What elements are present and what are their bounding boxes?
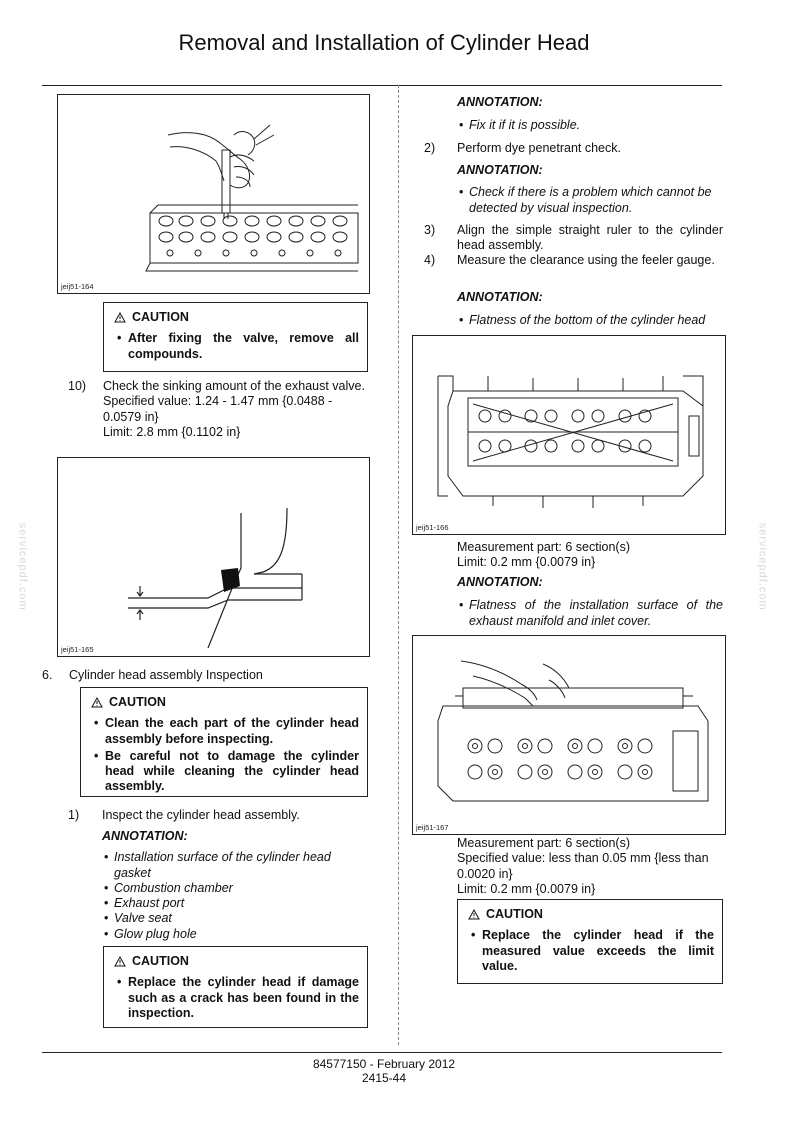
caution-item: • Be careful not to damage the cylinder head while cleaning the cylinder head assembly. [91,749,359,795]
step-text: Align the simple straight ruler to the cylinder head assembly. [457,223,723,253]
valve-fixing-illustration [58,95,369,293]
annotation-heading: ANNOTATION: [102,829,188,843]
annotation-block [457,163,723,216]
step-sinking-amount [63,379,368,440]
sub-step-measure [418,253,723,268]
annotation-item: • Fix it if it is possible. [457,118,723,133]
step-number: 2) [424,141,436,155]
valve-sinking-illustration [58,458,369,656]
annotation-list [457,118,723,133]
footer-document-id: 84577150 - February 2012 [312,1057,456,1071]
footer-page-number: 2415-44 [361,1071,407,1086]
sub-step-align-ruler [418,223,723,254]
column-divider [398,85,399,1045]
caution-list [468,928,714,974]
specified-value: Specified value: less than 0.05 mm {less than 0.0020 in} [457,851,709,881]
step-text: Inspect the cylinder head assembly. [102,808,300,822]
caution-box [457,899,723,984]
annotation-heading: ANNOTATION: [457,290,543,304]
warning-triangle-icon [468,909,480,920]
figure-manifold-flatness [412,635,726,835]
caution-label: CAUTION [132,310,189,324]
annotation-block [457,95,723,134]
annotation-item: • Glow plug hole [102,927,368,942]
figure-label: jeij51-165 [61,644,94,654]
caution-item: • Replace the cylinder head if damage such as a crack has been found in the inspection. [114,975,359,1021]
annotation-item: • Valve seat [102,911,368,926]
bottom-flatness-illustration [413,336,725,534]
step-number: 10) [68,379,87,393]
caution-list [114,975,359,1021]
caution-list [91,716,359,794]
annotation-item: • Check if there is a problem which cannot be detected by visual inspection. [457,185,723,216]
annotation-list [457,313,723,328]
annotation-heading: ANNOTATION: [457,163,543,177]
limit-value: Limit: 0.2 mm {0.0079 in} [457,555,596,570]
specified-value: Specified value: 1.24 - 1.47 mm {0.0488 - 0.0579 in} [103,394,333,424]
caution-box [80,687,368,797]
measurement-part: Measurement part: 6 section(s) [457,836,630,850]
caution-box [103,946,368,1028]
footer-rule [42,1052,722,1053]
figure-label: jeij51-164 [61,281,94,291]
caution-label: CAUTION [109,695,166,709]
step-text: Perform dye penetrant check. [457,141,621,155]
header-rule [42,85,722,86]
annotation-item: • Exhaust port [102,896,368,911]
sub-step-dye-check [418,141,723,156]
figure-label: jeij51-166 [416,522,449,532]
caution-item: • Replace the cylinder head if the measured value exceeds the limit value. [468,928,714,974]
measurement-part: Measurement part: 6 section(s) [457,540,630,554]
step-text: Check the sinking amount of the exhaust valve. [103,379,365,393]
annotation-item: • Flatness of the installation surface of the exhaust manifold and inlet cover. [457,598,723,629]
warning-triangle-icon [91,697,103,708]
annotation-list [102,850,368,942]
measurement-spec [457,540,723,571]
caution-item: • Clean the each part of the cylinder head assembly before inspecting. [91,716,359,747]
limit-value: Limit: 2.8 mm {0.1102 in} [103,424,241,439]
annotation-item: • Combustion chamber [102,881,368,896]
step-number: 6. [42,668,53,682]
annotation-list [457,598,723,629]
measurement-spec [457,836,723,897]
step-number: 1) [68,808,80,822]
annotation-heading: ANNOTATION: [457,575,543,589]
annotation-item: • Flatness of the bottom of the cylinder head [457,313,723,328]
caution-heading [114,954,359,969]
annotation-item: • Installation surface of the cylinder head gasket [102,850,368,881]
annotation-block [457,290,723,329]
watermark-left: servicepdf.com [16,522,29,611]
manifold-flatness-illustration [413,636,725,834]
page-footer [0,1057,768,1086]
caution-label: CAUTION [486,907,543,921]
limit-value: Limit: 0.2 mm {0.0079 in} [457,881,596,896]
figure-bottom-flatness [412,335,726,535]
figure-valve-sinking [57,457,370,657]
page-title: Removal and Installation of Cylinder Head [178,30,590,55]
warning-triangle-icon [114,956,126,967]
caution-heading [114,310,359,325]
warning-triangle-icon [114,312,126,323]
annotation-heading: ANNOTATION: [457,95,543,109]
watermark-right: servicepdf.com [756,522,769,611]
step-text: Measure the clearance using the feeler gauge. [457,253,715,267]
caution-list [114,331,359,362]
caution-item: • After fixing the valve, remove all compounds. [114,331,359,362]
step-number: 4) [424,253,436,267]
caution-heading [91,695,359,710]
sub-step-inspect [63,808,368,823]
annotation-list [457,185,723,216]
annotation-block [102,829,368,942]
figure-label: jeij51-167 [416,822,449,832]
caution-label: CAUTION [132,954,189,968]
step-inspection [42,668,368,683]
caution-box [103,302,368,372]
step-text: Cylinder head assembly Inspection [69,668,263,682]
caution-heading [468,907,714,922]
figure-valve-fixing [57,94,370,294]
annotation-block [457,575,723,629]
step-number: 3) [424,223,436,237]
